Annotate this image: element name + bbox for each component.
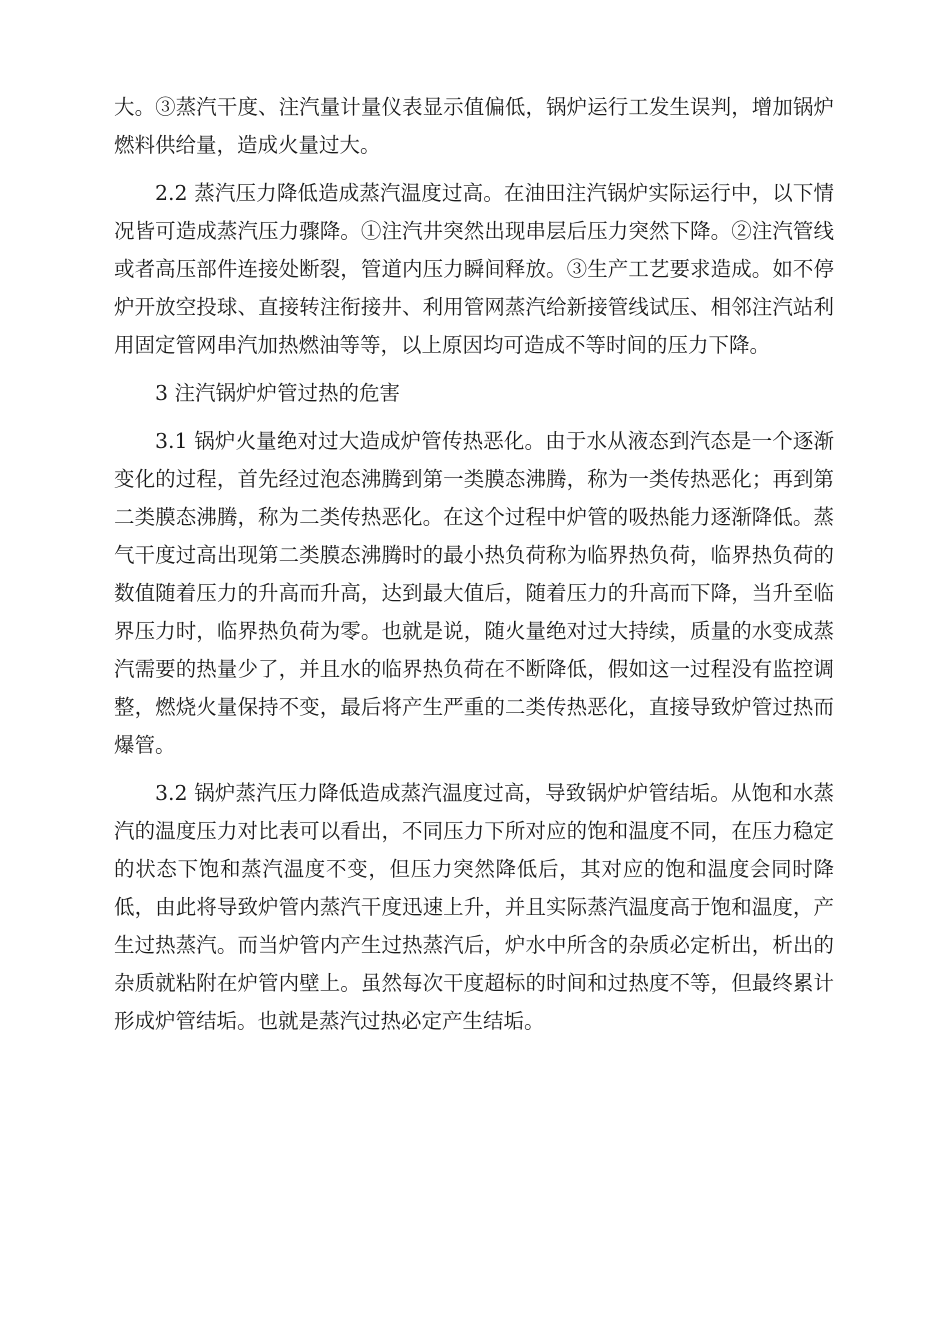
paragraph-3-2: 3.2 锅炉蒸汽压力降低造成蒸汽温度过高，导致锅炉炉管结垢。从饱和水蒸汽的温度压力对比表可以看出，不同压力下所对应的饱和温度不同，在压力稳定的状态下饱和蒸汽温度不变，但压力突然降低后，其对应的饱和温度会同时降低，由此将导致炉管内蒸汽干度迅速上升，并且实际蒸汽温度高于饱和温度，产生过热蒸汽。而当炉管内产生过热蒸汽后，炉水中所含的杂质必定析出，析出的杂质就粘附在炉管内壁上。虽然每次干度超标的时间和过热度不等，但最终累计形成炉管结垢。也就是蒸汽过热必定产生结垢。 [114,781,834,1033]
paragraph-3-1: 3.1 锅炉火量绝对过大造成炉管传热恶化。由于水从液态到汽态是一个逐渐变化的过程，首先经过泡态沸腾到第一类膜态沸腾，称为一类传热恶化；再到第二类膜态沸腾，称为二类传热恶化。在这个过程中炉管的吸热能力逐渐降低。蒸气干度过高出现第二类膜态沸腾时的最小热负荷称为临界热负荷，临界热负荷的数值随着压力的升高而升高，达到最大值后，随着压力的升高而下降，当升至临界压力时，临界热负荷为零。也就是说，随火量绝对过大持续，质量的水变成蒸汽需要的热量少了，并且水的临界热负荷在不断降低，假如这一过程没有监控调整，燃烧火量保持不变，最后将产生严重的二类传热恶化，直接导致炉管过热而爆管。 [114,429,834,757]
paragraph-2-2: 2.2 蒸汽压力降低造成蒸汽温度过高。在油田注汽锅炉实际运行中，以下情况皆可造成蒸汽压力骤降。①注汽井突然出现串层后压力突然下降。②注汽管线或者高压部件连接处断裂，管道内压力瞬间释放。③生产工艺要求造成。如不停炉开放空投球、直接转注衔接井、利用管网蒸汽给新接管线试压、相邻注汽站利用固定管网串汽加热燃油等等，以上原因均可造成不等时间的压力下降。 [114,181,834,357]
section-heading-3: 3 注汽锅炉炉管过热的危害 [155,381,401,405]
document-page [114,88,834,1040]
paragraph-continuation: 大。③蒸汽干度、注汽量计量仪表显示值偏低，锅炉运行工发生误判，增加锅炉燃料供给量，造成火量过大。 [114,95,834,157]
